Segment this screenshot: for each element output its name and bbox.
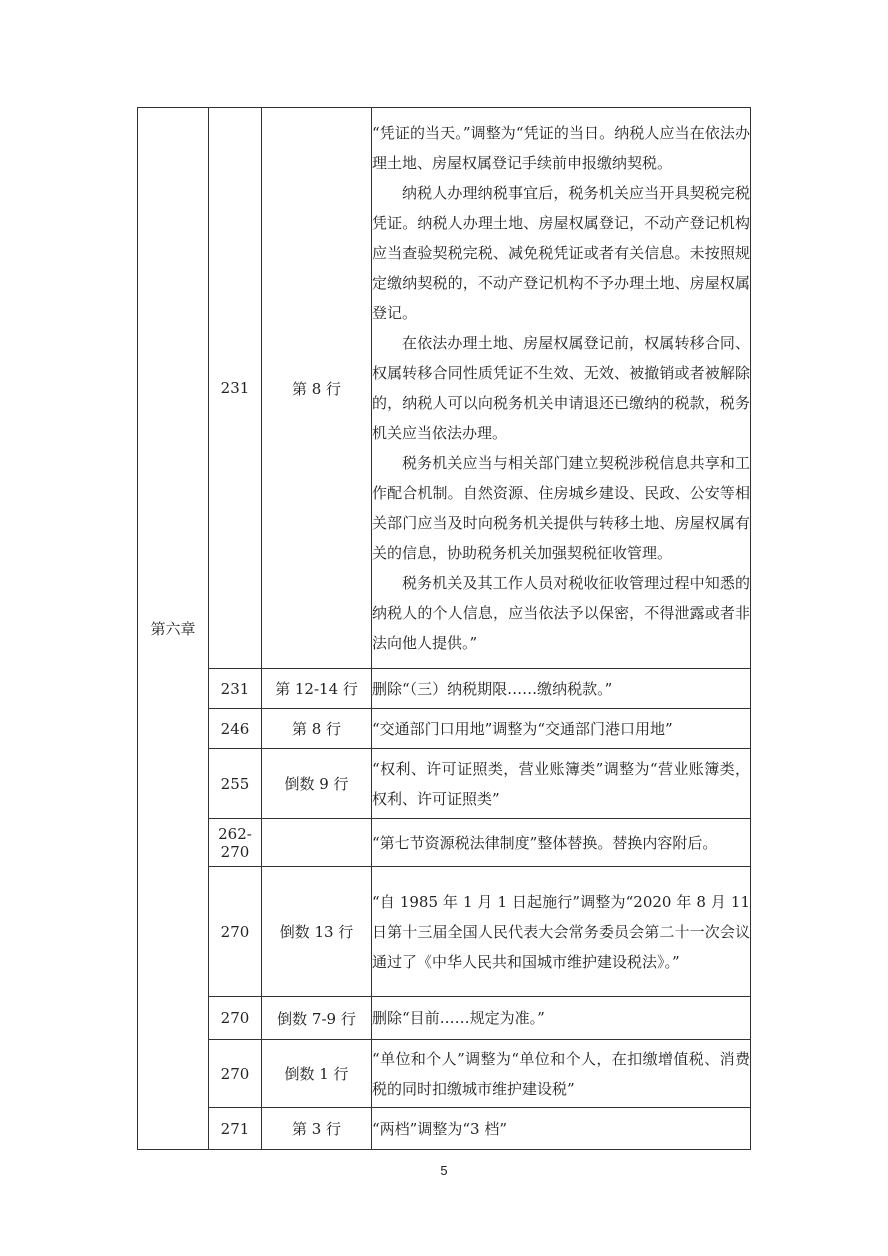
errata-table — [137, 107, 751, 1150]
change-cell: 删除“（三）纳税期限……缴纳税款。” — [372, 669, 751, 709]
table-row — [138, 997, 751, 1040]
chapter-cell: 第六章 — [138, 108, 209, 1150]
page-cell: 246 — [209, 709, 262, 749]
table-row — [138, 1108, 751, 1150]
change-cell: “两档”调整为“3 档” — [372, 1108, 751, 1150]
page-cell: 255 — [209, 749, 262, 819]
table-row — [138, 1040, 751, 1108]
page-number: 5 — [440, 1163, 448, 1178]
table-row — [138, 819, 751, 867]
change-paragraph: 纳税人办理纳税事宜后，税务机关应当开具契税完税凭证。纳税人办理土地、房屋权属登记，不动产登记机构应当查验契税完税、减免税凭证或者有关信息。未按照规定缴纳契税的，不动产登记机构不予办理土地、房屋权属登记。 — [372, 184, 750, 322]
change-paragraph: 税务机关应当与相关部门建立契税涉税信息共享和工作配合机制。自然资源、住房城乡建设、民政、公安等相关部门应当及时向税务机关提供与转移土地、房屋权属有关的信息，协助税务机关加强契税征收管理。 — [372, 454, 750, 562]
line-cell: 倒数 9 行 — [262, 749, 372, 819]
change-cell — [372, 108, 751, 669]
line-cell: 第 8 行 — [262, 709, 372, 749]
page-cell: 270 — [209, 997, 262, 1040]
table-row — [138, 108, 751, 669]
change-cell: “自 1985 年 1 月 1 日起施行”调整为“2020 年 8 月 11 日第十三届全国人民代表大会常务委员会第二十一次会议通过了《中华人民共和国城市维护建设税法》。” — [372, 867, 751, 997]
page-cell: 271 — [209, 1108, 262, 1150]
line-cell — [262, 819, 372, 867]
line-cell: 倒数 7-9 行 — [262, 997, 372, 1040]
line-cell: 倒数 1 行 — [262, 1040, 372, 1108]
change-cell: “第七节资源税法律制度”整体替换。替换内容附后。 — [372, 819, 751, 867]
change-cell: “权利、许可证照类，营业账簿类”调整为“营业账簿类，权利、许可证照类” — [372, 749, 751, 819]
change-paragraph: “凭证的当天。”调整为“凭证的当日。纳税人应当在依法办理土地、房屋权属登记手续前申报缴纳契税。 — [372, 124, 750, 172]
change-paragraph: 在依法办理土地、房屋权属登记前，权属转移合同、权属转移合同性质凭证不生效、无效、被撤销或者被解除的，纳税人可以向税务机关申请退还已缴纳的税款，税务机关应当依法办理。 — [372, 334, 750, 442]
change-cell: “单位和个人”调整为“单位和个人，在扣缴增值税、消费税的同时扣缴城市维护建设税” — [372, 1040, 751, 1108]
change-cell: “交通部门口用地”调整为“交通部门港口用地” — [372, 709, 751, 749]
table-row — [138, 867, 751, 997]
line-cell: 倒数 13 行 — [262, 867, 372, 997]
page-cell: 270 — [209, 1040, 262, 1108]
page-cell: 231 — [209, 669, 262, 709]
page-cell: 262-270 — [209, 819, 262, 867]
line-cell: 第 3 行 — [262, 1108, 372, 1150]
table-row — [138, 709, 751, 749]
table-row — [138, 669, 751, 709]
table-row — [138, 749, 751, 819]
page-cell: 231 — [209, 108, 262, 669]
change-cell: 删除“目前……规定为准。” — [372, 997, 751, 1040]
line-cell: 第 8 行 — [262, 108, 372, 669]
change-paragraph: 税务机关及其工作人员对税收征收管理过程中知悉的纳税人的个人信息，应当依法予以保密，不得泄露或者非法向他人提供。” — [372, 574, 750, 652]
line-cell: 第 12-14 行 — [262, 669, 372, 709]
page-cell: 270 — [209, 867, 262, 997]
